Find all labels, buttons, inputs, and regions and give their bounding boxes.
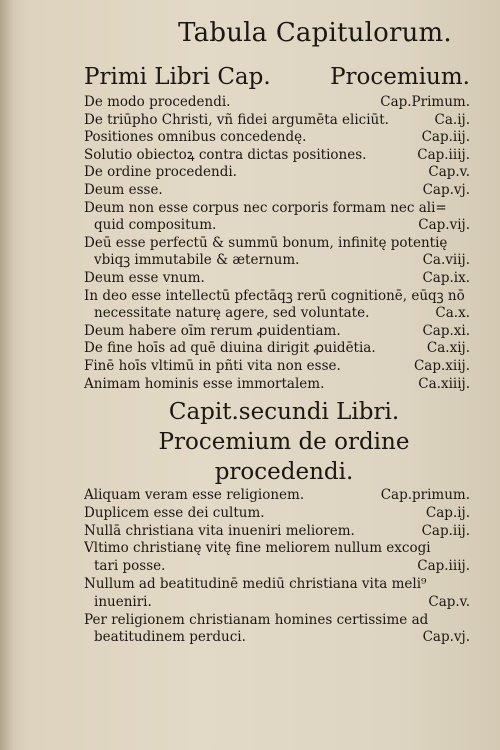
chapter-entry-line: [84, 129, 470, 147]
chapter-entry: [84, 523, 470, 541]
chapter-number: Cap.iiij.: [417, 146, 470, 163]
chapter-title: Aliquam veram esse religionem.: [84, 487, 305, 504]
book1-heading-right: Procemium.: [330, 64, 470, 90]
chapter-title: De triūpho Christi, vñ fidei argumēta eliciūt.: [84, 111, 389, 128]
chapter-entry-line: [84, 487, 470, 505]
chapter-number: Cap.v.: [428, 164, 470, 181]
chapter-number: Cap.primum.: [380, 487, 470, 504]
running-head: Tabula Capitulorum.: [178, 18, 452, 48]
chapter-entry: [84, 200, 470, 235]
chapter-number: Cap.ij.: [425, 504, 470, 521]
chapter-title: vbiqꝫ immutabile & æternum.: [94, 252, 300, 269]
chapter-entry-line: [84, 182, 470, 200]
chapter-entry-line: [84, 594, 470, 612]
chapter-number: Cap.vj.: [422, 629, 470, 646]
chapter-title: Nullum ad beatitudinē mediū christiana vita meli⁹: [84, 576, 427, 593]
chapter-entry-line: [84, 505, 470, 523]
chapter-entry: [84, 235, 470, 270]
chapter-entry-line: [84, 217, 470, 235]
chapter-entry-line: [84, 94, 470, 112]
chapter-title: De fine hoīs ad quē diuina dirigit ꝓuidētia.: [84, 340, 376, 357]
chapter-number: Ca.viij.: [422, 252, 470, 269]
chapter-number: Ca.xij.: [426, 340, 470, 357]
chapter-entry-line: [84, 540, 470, 558]
chapter-number: Cap.iij.: [421, 129, 470, 146]
chapter-entry-line: [84, 112, 470, 130]
chapter-number: Cap.iiij.: [417, 558, 470, 575]
chapter-number: Cap.ix.: [422, 269, 470, 286]
chapter-entry-line: [84, 323, 470, 341]
chapter-entry-line: [84, 288, 470, 306]
chapter-title: Deum esse vnum.: [84, 269, 205, 286]
chapter-number: Cap.iij.: [421, 522, 470, 539]
book2-chapter-list: [84, 487, 470, 647]
table-of-chapters: [84, 62, 470, 647]
chapter-entry: [84, 94, 470, 112]
chapter-title: Finē hoīs vltimū in pñti vita non esse.: [84, 357, 341, 374]
chapter-title: necessitate naturę agere, sed voluntate.: [94, 305, 370, 322]
chapter-entry-line: [84, 376, 470, 394]
chapter-entry-line: [84, 576, 470, 594]
chapter-entry: [84, 270, 470, 288]
chapter-entry: [84, 376, 470, 394]
chapter-entry-line: [84, 629, 470, 647]
chapter-number: Cap.xi.: [422, 322, 470, 339]
book1-chapter-list: [84, 94, 470, 393]
chapter-title: Solutio obiectoꝝ contra dictas positiones.: [84, 146, 367, 163]
chapter-entry: [84, 612, 470, 648]
chapter-number: Cap.vij.: [418, 217, 470, 234]
chapter-title: Nullā christiana vita inueniri meliorem.: [84, 522, 355, 539]
chapter-entry-line: [84, 164, 470, 182]
chapter-entry: [84, 358, 470, 376]
chapter-entry: [84, 576, 470, 612]
chapter-entry-line: [84, 340, 470, 358]
chapter-title: inueniri.: [94, 593, 152, 610]
chapter-entry: [84, 540, 470, 576]
chapter-entry-line: [84, 358, 470, 376]
chapter-title: In deo esse intellectū pfectāqꝫ rerū cognitionē, eūqꝫ nō: [84, 287, 465, 304]
chapter-number: Ca.xiiij.: [418, 375, 470, 392]
chapter-title: De modo procedendi.: [84, 94, 231, 110]
chapter-entry-line: [84, 558, 470, 576]
chapter-entry: [84, 288, 470, 323]
chapter-entry: [84, 147, 470, 165]
chapter-title: beatitudinem perduci.: [94, 629, 246, 646]
chapter-entry: [84, 505, 470, 523]
chapter-entry: [84, 112, 470, 130]
chapter-title: Deum non esse corpus nec corporis formam nec ali=: [84, 199, 447, 216]
chapter-entry-line: [84, 252, 470, 270]
chapter-title: De ordine procedendi.: [84, 164, 237, 181]
chapter-title: Deum habere oīm rerum ꝓuidentiam.: [84, 322, 341, 339]
chapter-entry-line: [84, 612, 470, 630]
chapter-number: Cap.v.: [428, 593, 470, 610]
chapter-entry-line: [84, 147, 470, 165]
book2-section: [84, 397, 470, 647]
chapter-entry: [84, 340, 470, 358]
chapter-title: Deum esse.: [84, 181, 163, 198]
chapter-number: Ca.x.: [435, 305, 470, 322]
chapter-title: Animam hominis esse immortalem.: [84, 375, 325, 392]
chapter-entry-line: [84, 200, 470, 218]
chapter-entry: [84, 164, 470, 182]
chapter-entry: [84, 182, 470, 200]
chapter-title: Duplicem esse dei cultum.: [84, 504, 265, 521]
chapter-entry-line: [84, 523, 470, 541]
chapter-title: Positiones omnibus concedendę.: [84, 129, 307, 146]
chapter-number: Cap.Primum.: [380, 94, 470, 110]
chapter-entry-line: [84, 305, 470, 323]
chapter-title: Deū esse perfectū & summū bonum, infinitę potentię: [84, 234, 448, 251]
chapter-title: tari posse.: [94, 558, 166, 575]
chapter-entry-line: [84, 270, 470, 288]
book1-heading-left: Primi Libri Cap.: [84, 64, 271, 90]
chapter-number: Ca.ij.: [434, 111, 470, 128]
chapter-title: Per religionem christianam homines certissime ad: [84, 611, 429, 628]
chapter-title: quid compositum.: [94, 217, 217, 234]
chapter-number: Cap.vj.: [422, 181, 470, 198]
chapter-entry: [84, 487, 470, 505]
chapter-entry: [84, 129, 470, 147]
book1-heading: [84, 62, 470, 92]
chapter-entry: [84, 323, 470, 341]
chapter-title: Vltimo christianę vitę fine meliorem nullum excogi: [84, 540, 431, 557]
book2-heading: Capit.secundi Libri.: [168, 399, 400, 426]
chapter-number: Cap.xiij.: [413, 357, 470, 374]
chapter-entry-line: [84, 235, 470, 253]
book2-subheading: Procemium de ordine procedendi.: [158, 429, 410, 486]
